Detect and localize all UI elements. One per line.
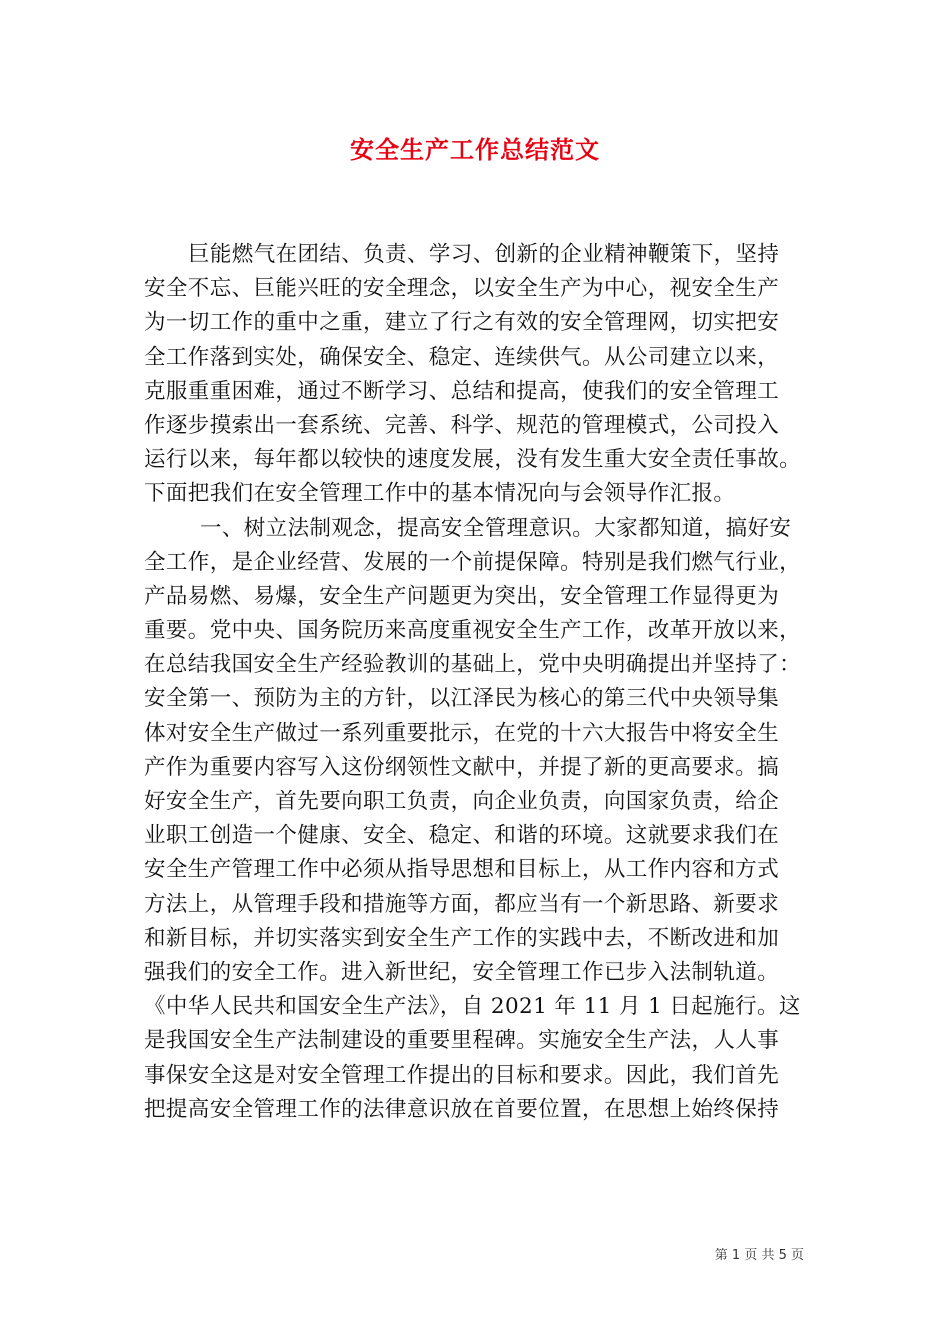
body-line: 业职工创造一个健康、安全、稳定、和谐的环境。这就要求我们在 (144, 823, 780, 849)
body-line: 一、树立法制观念，提高安全管理意识。大家都知道，搞好安 (200, 515, 792, 541)
body-line: 巨能燃气在团结、负责、学习、创新的企业精神鞭策下，坚持 (188, 242, 780, 267)
body-line: 安全生产管理工作中必须从指导思想和目标上，从工作内容和方式 (144, 857, 780, 883)
body-line: 在总结我国安全生产经验教训的基础上，党中央明确提出并坚持了： (144, 652, 802, 678)
body-line: 方法上，从管理手段和措施等方面，都应当有一个新思路、新要求 (144, 891, 780, 917)
body-line: 为一切工作的重中之重，建立了行之有效的安全管理网，切实把安 (144, 310, 780, 336)
document-body (144, 238, 816, 1127)
body-line: 下面把我们在安全管理工作中的基本情况向与会领导作汇报。 (144, 481, 736, 507)
body-line: 作逐步摸索出一套系统、完善、科学、规范的管理模式，公司投入 (144, 412, 780, 438)
body-line: 是我国安全生产法制建设的重要里程碑。实施安全生产法，人人事 (144, 1028, 780, 1054)
body-line: 产作为重要内容写入这份纲领性文献中，并提了新的更高要求。搞 (144, 754, 780, 780)
body-line: 事保安全这是对安全管理工作提出的目标和要求。因此，我们首先 (144, 1062, 780, 1088)
body-line: 产品易燃、易爆，安全生产问题更为突出，安全管理工作显得更为 (144, 583, 780, 609)
body-line: 和新目标，并切实落实到安全生产工作的实践中去，不断改进和加 (144, 925, 780, 951)
body-line: 好安全生产，首先要向职工负责，向企业负责，向国家负责，给企 (144, 789, 780, 814)
body-line: 重要。党中央、国务院历来高度重视安全生产工作，改革开放以来， (144, 618, 802, 644)
body-line: 克服重重困难，通过不断学习、总结和提高，使我们的安全管理工 (144, 378, 780, 404)
body-line: 全工作落到实处，确保安全、稳定、连续供气。从公司建立以来， (144, 344, 780, 370)
body-line: 《中华人民共和国安全生产法》，自 2021 年 11 月 1 日起施行。这 (144, 994, 801, 1020)
body-line: 安全不忘、巨能兴旺的安全理念，以安全生产为中心，视安全生产 (144, 276, 780, 302)
document-title: 安全生产工作总结范文 (350, 135, 600, 164)
body-line: 把提高安全管理工作的法律意识放在首要位置，在思想上始终保持 (144, 1096, 780, 1122)
body-line: 强我们的安全工作。进入新世纪，安全管理工作已步入法制轨道。 (144, 959, 780, 985)
page-indicator: 第 1 页 共 5 页 (714, 1248, 804, 1263)
body-line: 安全第一、预防为主的方针，以江泽民为核心的第三代中央领导集 (144, 686, 780, 712)
body-line: 全工作，是企业经营、发展的一个前提保障。特别是我们燃气行业， (144, 549, 802, 575)
body-line: 体对安全生产做过一系列重要批示，在党的十六大报告中将安全生 (144, 720, 780, 746)
body-line: 运行以来，每年都以较快的速度发展，没有发生重大安全责任事故。 (144, 447, 802, 473)
